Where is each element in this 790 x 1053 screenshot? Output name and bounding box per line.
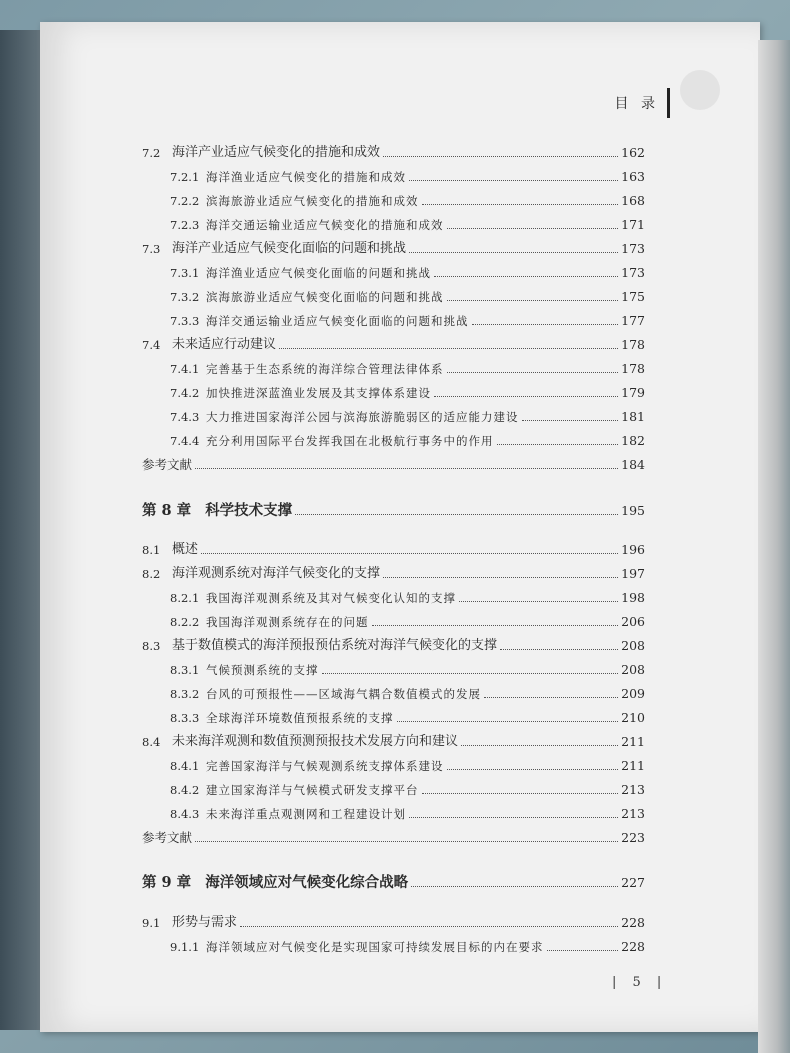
page-number: 163 — [621, 169, 645, 184]
subsection-number: 7.4.2 — [170, 386, 200, 400]
toc-section — [142, 541, 645, 559]
subsection-title: 加快推进深蓝渔业发展及其支撑体系建设 — [206, 386, 431, 400]
chapter-number: 第 9 章 — [142, 874, 192, 891]
leader-dots — [547, 950, 619, 951]
toc-section — [142, 914, 645, 932]
header-title: 目 录 — [614, 96, 659, 112]
subsection-number: 8.2.1 — [170, 591, 200, 605]
leader-dots — [447, 769, 619, 770]
toc-references — [142, 829, 645, 847]
page-number: 213 — [621, 782, 645, 797]
subsection-title: 全球海洋环境数值预报系统的支撑 — [206, 711, 394, 725]
toc-subsection — [170, 709, 645, 727]
leader-dots — [409, 817, 618, 818]
subsection-number: 9.1.1 — [170, 940, 200, 954]
toc-chapter — [142, 498, 645, 520]
page-number: 178 — [621, 361, 645, 376]
toc-subsection — [170, 288, 645, 306]
toc-subsection — [170, 613, 645, 631]
subsection-title: 我国海洋观测系统及其对气候变化认知的支撑 — [206, 591, 456, 605]
leader-dots — [422, 793, 619, 794]
subsection-title: 未来海洋重点观测网和工程建设计划 — [206, 807, 406, 821]
subsection-number: 8.3.2 — [170, 687, 200, 701]
leader-dots — [409, 252, 618, 253]
section-title: 海洋产业适应气候变化面临的问题和挑战 — [172, 241, 407, 256]
references-title: 参考文献 — [142, 830, 193, 845]
page-number: 213 — [621, 806, 645, 821]
toc-subsection — [170, 216, 645, 234]
section-number: 7.2 — [142, 146, 161, 160]
leader-dots — [422, 204, 619, 205]
leader-dots — [201, 553, 618, 554]
page-number: 184 — [621, 457, 645, 472]
leader-dots — [484, 697, 618, 698]
toc-subsection — [170, 661, 645, 679]
page-number: 179 — [621, 385, 645, 400]
leader-dots — [409, 180, 618, 181]
chapter-number: 第 8 章 — [142, 502, 192, 519]
page-number: 206 — [621, 614, 645, 629]
page-number: 211 — [621, 734, 645, 749]
toc-subsection — [170, 360, 645, 378]
subsection-title: 海洋渔业适应气候变化面临的问题和挑战 — [206, 266, 431, 280]
leader-dots — [195, 468, 618, 469]
toc-subsection — [170, 168, 645, 186]
section-title: 概述 — [172, 542, 199, 557]
leader-dots — [447, 372, 619, 373]
toc-section — [142, 336, 645, 354]
page-number: 177 — [621, 313, 645, 328]
section-number: 8.2 — [142, 567, 161, 581]
leader-dots — [295, 514, 618, 515]
toc-subsection — [170, 805, 645, 823]
page-number: 208 — [621, 662, 645, 677]
leader-dots — [383, 577, 618, 578]
leader-dots — [411, 886, 618, 887]
leader-dots — [372, 625, 619, 626]
toc-references — [142, 456, 645, 474]
subsection-title: 气候预测系统的支撑 — [206, 663, 319, 677]
subsection-number: 8.3.1 — [170, 663, 200, 677]
subsection-title: 滨海旅游业适应气候变化面临的问题和挑战 — [206, 290, 444, 304]
subsection-title: 完善基于生态系统的海洋综合管理法律体系 — [206, 362, 444, 376]
page-number: 210 — [621, 710, 645, 725]
page-number: 196 — [621, 542, 645, 557]
references-title: 参考文献 — [142, 457, 193, 472]
section-title: 海洋观测系统对海洋气候变化的支撑 — [172, 566, 381, 581]
leader-dots — [195, 841, 618, 842]
toc-subsection — [170, 432, 645, 450]
page-number: 209 — [621, 686, 645, 701]
leader-dots — [500, 649, 618, 650]
subsection-number: 8.4.2 — [170, 783, 200, 797]
leader-dots — [240, 926, 618, 927]
toc-subsection — [170, 312, 645, 330]
page-number: 228 — [621, 915, 645, 930]
subsection-number: 7.4.4 — [170, 434, 200, 448]
toc-section — [142, 733, 645, 751]
section-number: 8.4 — [142, 735, 161, 749]
subsection-number: 7.2.3 — [170, 218, 200, 232]
subsection-number: 7.2.2 — [170, 194, 200, 208]
page-number: 171 — [621, 217, 645, 232]
toc-section — [142, 144, 645, 162]
page-number: 173 — [621, 241, 645, 256]
leader-dots — [434, 396, 618, 397]
page-number: 228 — [621, 939, 645, 954]
toc-subsection — [170, 781, 645, 799]
section-number: 7.4 — [142, 338, 161, 352]
subsection-number: 7.3.1 — [170, 266, 200, 280]
section-title: 海洋产业适应气候变化的措施和成效 — [172, 145, 381, 160]
subsection-title: 完善国家海洋与气候观测系统支撑体系建设 — [206, 759, 444, 773]
section-number: 9.1 — [142, 916, 161, 930]
section-title: 未来适应行动建议 — [172, 337, 277, 352]
subsection-number: 7.4.3 — [170, 410, 200, 424]
leader-dots — [459, 601, 618, 602]
leader-dots — [497, 444, 619, 445]
page-number: 181 — [621, 409, 645, 424]
page-number: 178 — [621, 337, 645, 352]
page-number: 211 — [621, 758, 645, 773]
section-number: 8.1 — [142, 543, 161, 557]
page-number: 195 — [621, 503, 645, 518]
section-number: 8.3 — [142, 639, 161, 653]
toc-subsection — [170, 408, 645, 426]
subsection-number: 7.2.1 — [170, 170, 200, 184]
subsection-title: 海洋渔业适应气候变化的措施和成效 — [206, 170, 406, 184]
leader-dots — [279, 348, 618, 349]
page-number: 227 — [621, 875, 645, 890]
page-number: 168 — [621, 193, 645, 208]
toc-subsection — [170, 192, 645, 210]
section-title: 未来海洋观测和数值预测预报技术发展方向和建议 — [172, 734, 459, 749]
toc-subsection — [170, 685, 645, 703]
page-number: 208 — [621, 638, 645, 653]
leader-dots — [397, 721, 619, 722]
leader-dots — [522, 420, 619, 421]
subsection-title: 海洋交通运输业适应气候变化的措施和成效 — [206, 218, 444, 232]
page-number: 197 — [621, 566, 645, 581]
chapter-title: 海洋领域应对气候变化综合战略 — [205, 875, 409, 891]
subsection-title: 建立国家海洋与气候模式研发支撑平台 — [206, 783, 419, 797]
subsection-number: 7.3.2 — [170, 290, 200, 304]
subsection-title: 海洋交通运输业适应气候变化面临的问题和挑战 — [206, 314, 469, 328]
leader-dots — [322, 673, 619, 674]
subsection-number: 7.3.3 — [170, 314, 200, 328]
toc-section — [142, 637, 645, 655]
subsection-number: 7.4.1 — [170, 362, 200, 376]
page-number: 198 — [621, 590, 645, 605]
page-number: 182 — [621, 433, 645, 448]
page-number: 162 — [621, 145, 645, 160]
subsection-title: 大力推进国家海洋公园与滨海旅游脆弱区的适应能力建设 — [206, 410, 519, 424]
leader-dots — [434, 276, 618, 277]
toc-subsection — [170, 384, 645, 402]
leader-dots — [447, 228, 619, 229]
toc-section — [142, 565, 645, 583]
toc-subsection — [170, 938, 645, 956]
subsection-number: 8.4.1 — [170, 759, 200, 773]
section-number: 7.3 — [142, 242, 161, 256]
subsection-number: 8.3.3 — [170, 711, 200, 725]
subsection-title: 滨海旅游业适应气候变化的措施和成效 — [206, 194, 419, 208]
leader-dots — [472, 324, 619, 325]
chapter-title: 科学技术支撑 — [205, 503, 293, 519]
toc-chapter — [142, 870, 645, 892]
page-footer-number: | 5 | — [612, 975, 668, 990]
subsection-title: 台风的可预报性——区域海气耦合数值模式的发展 — [206, 687, 481, 701]
leader-dots — [383, 156, 618, 157]
subsection-title: 海洋领域应对气候变化是实现国家可持续发展目标的内在要求 — [206, 940, 544, 954]
page-number: 223 — [621, 830, 645, 845]
subsection-title: 我国海洋观测系统存在的问题 — [206, 615, 369, 629]
leader-dots — [461, 745, 618, 746]
section-title: 形势与需求 — [172, 915, 238, 930]
toc-subsection — [170, 264, 645, 282]
toc-subsection — [170, 589, 645, 607]
subsection-title: 充分利用国际平台发挥我国在北极航行事务中的作用 — [206, 434, 494, 448]
toc-subsection — [170, 757, 645, 775]
subsection-number: 8.4.3 — [170, 807, 200, 821]
section-title: 基于数值模式的海洋预报预估系统对海洋气候变化的支撑 — [172, 638, 498, 653]
page-number: 173 — [621, 265, 645, 280]
subsection-number: 8.2.2 — [170, 615, 200, 629]
leader-dots — [447, 300, 619, 301]
page-number: 175 — [621, 289, 645, 304]
toc-section — [142, 240, 645, 258]
